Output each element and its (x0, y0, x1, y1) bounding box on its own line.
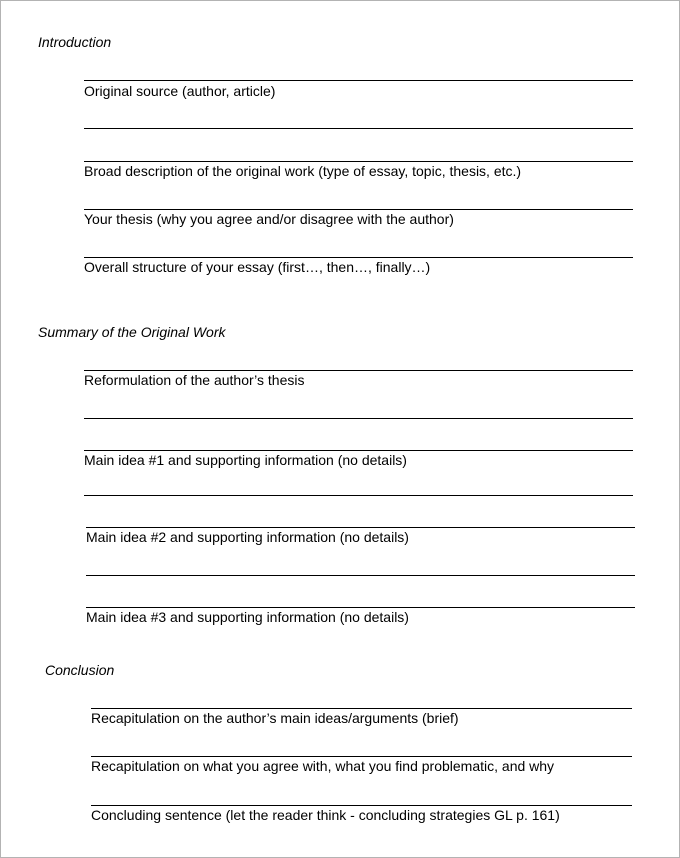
overall-structure-label: Overall structure of your essay (first…, then…, finally…) (84, 259, 431, 275)
answer-line (84, 161, 633, 162)
answer-line (84, 495, 633, 496)
concluding-sentence-label: Concluding sentence (let the reader think - concluding strategies GL p. 161) (91, 807, 560, 823)
answer-line (91, 708, 632, 709)
recap-main-ideas-label: Recapitulation on the author’s main ideas/arguments (brief) (91, 710, 459, 726)
broad-description-label: Broad description of the original work (type of essay, topic, thesis, etc.) (84, 163, 522, 179)
answer-line (86, 607, 635, 608)
answer-line (84, 450, 633, 451)
main-idea-1-label: Main idea #1 and supporting information (no details) (84, 452, 407, 468)
answer-line (91, 805, 632, 806)
your-thesis-label: Your thesis (why you agree and/or disagree with the author) (84, 211, 454, 227)
answer-line (84, 257, 633, 258)
original-source-label: Original source (author, article) (84, 83, 276, 99)
answer-line (91, 756, 632, 757)
answer-line (84, 209, 633, 210)
answer-line (86, 527, 635, 528)
answer-line (84, 128, 633, 129)
introduction-heading: Introduction (38, 34, 112, 50)
recap-agreement-label: Recapitulation on what you agree with, what you find problematic, and why (91, 758, 555, 774)
answer-line (86, 575, 635, 576)
answer-line (84, 370, 633, 371)
summary-heading: Summary of the Original Work (38, 324, 226, 340)
answer-line (84, 418, 633, 419)
main-idea-2-label: Main idea #2 and supporting information (no details) (86, 529, 409, 545)
answer-line (84, 80, 633, 81)
conclusion-heading: Conclusion (45, 662, 115, 678)
reformulation-label: Reformulation of the author’s thesis (84, 372, 305, 388)
main-idea-3-label: Main idea #3 and supporting information (no details) (86, 609, 409, 625)
